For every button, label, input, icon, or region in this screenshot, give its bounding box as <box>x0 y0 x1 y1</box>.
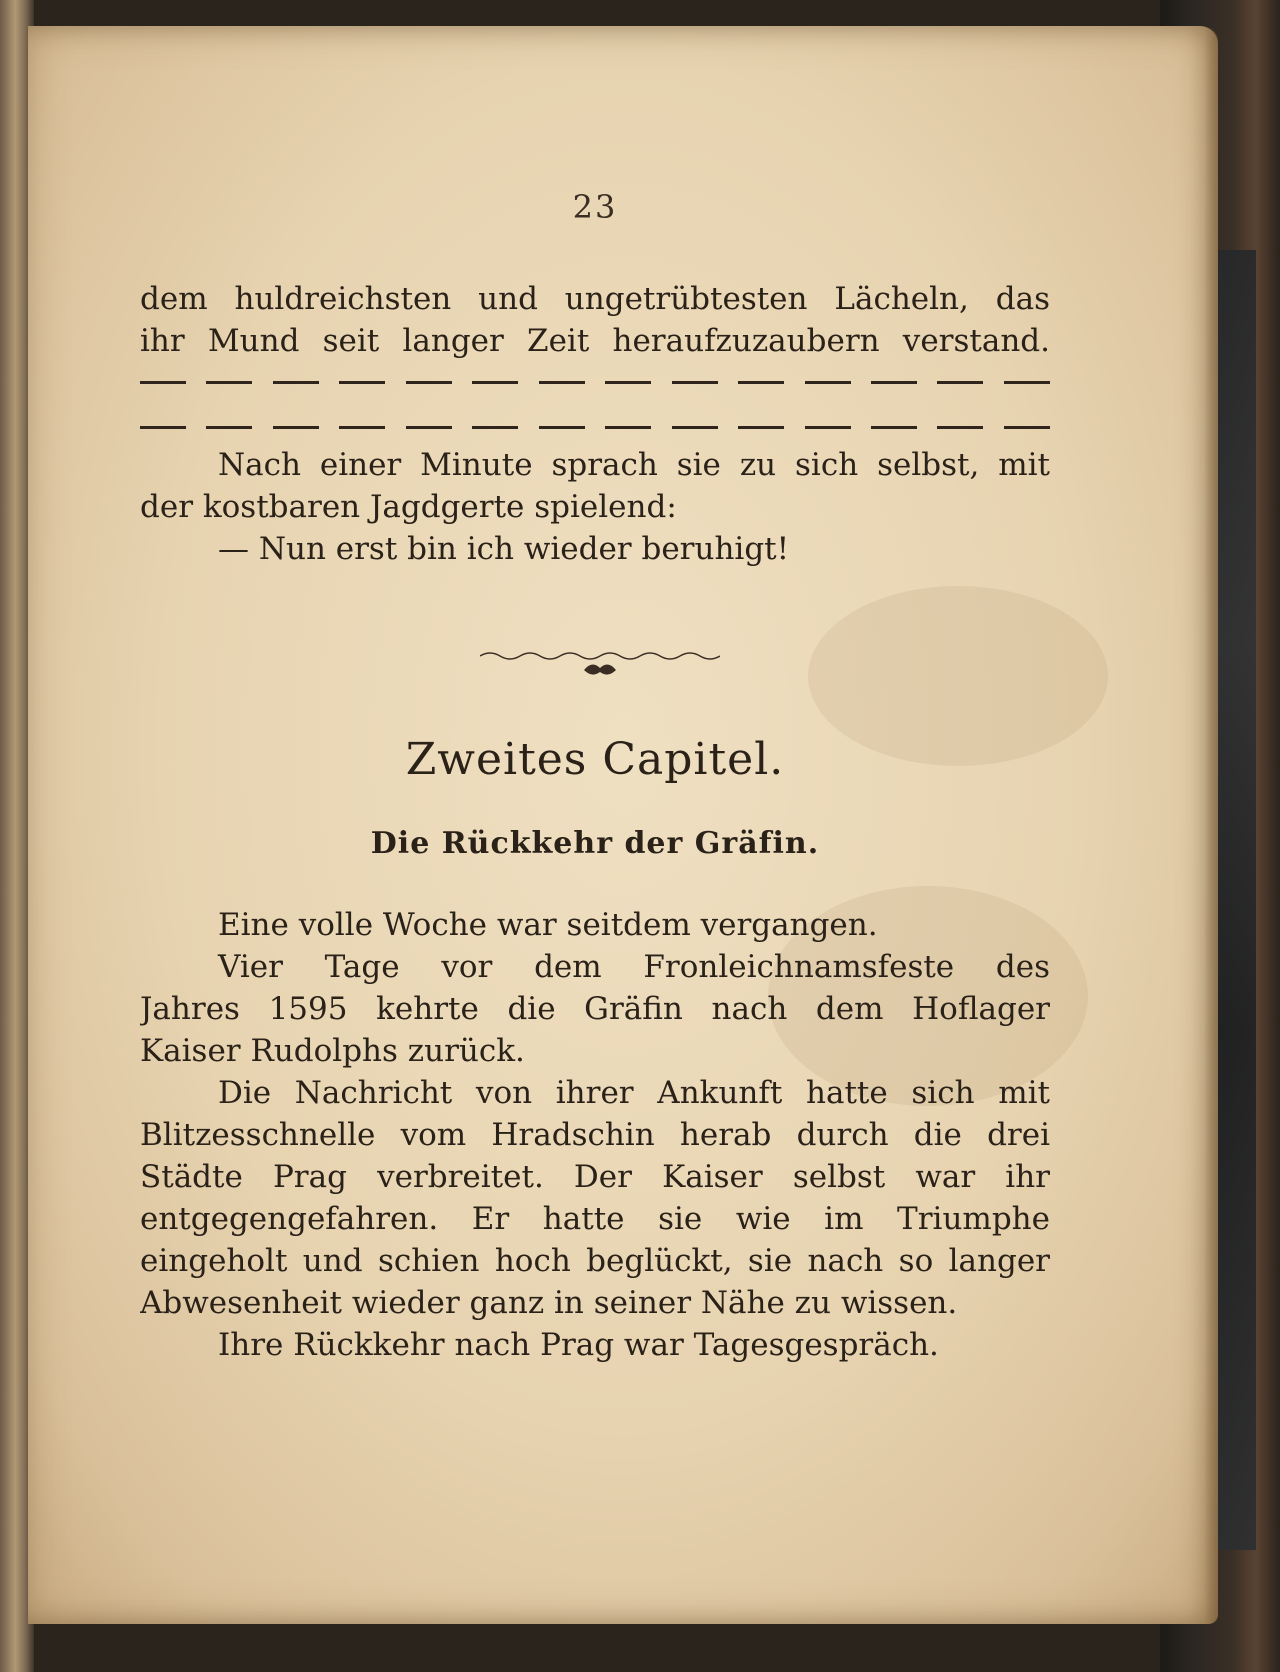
text-line: entgegengefahren. Er hatte sie wie im Triumphe <box>140 1201 1050 1237</box>
text-line: Nach einer Minute sprach sie zu sich selbst, mit <box>218 447 1050 483</box>
text-line: Kaiser Rudolphs zurück. <box>140 1033 525 1069</box>
text-line: der kostbaren Jagdgerte spielend: <box>140 489 677 525</box>
dash-separator-2 <box>140 426 1050 430</box>
text-line: Ihre Rückkehr nach Prag war Tagesgespräch. <box>218 1327 939 1363</box>
fleuron-ornament-icon <box>480 644 720 684</box>
text-line: Vier Tage vor dem Fronleichnamsfeste des <box>218 949 1050 985</box>
page-number: 23 <box>572 188 618 226</box>
text-line: Städte Prag verbreitet. Der Kaiser selbst war ihr <box>140 1159 1050 1195</box>
chapter-subtitle: Die Rückkehr der Gräfin. <box>370 826 820 861</box>
text-line: Jahres 1595 kehrte die Gräfin nach dem Hoflager <box>140 991 1050 1027</box>
book-page <box>28 26 1218 1624</box>
text-line: Blitzesschnelle vom Hradschin herab durch die drei <box>140 1117 1050 1153</box>
chapter-title: Zweites Capitel. <box>405 734 785 785</box>
text-line: Eine volle Woche war seitdem vergangen. <box>218 907 878 943</box>
text-line: ihr Mund seit langer Zeit heraufzuzaubern verstand. <box>140 323 1050 359</box>
text-line: Abwesenheit wieder ganz in seiner Nähe zu wissen. <box>140 1285 958 1321</box>
opening-paragraph <box>140 278 1050 362</box>
page-shadow-edge <box>1204 26 1218 1624</box>
dash-separator-1 <box>140 381 1050 385</box>
text-line: dem huldreichsten und ungetrübtesten Lächeln, das <box>140 281 1050 317</box>
text-line: Die Nachricht von ihrer Ankunft hatte sich mit <box>218 1075 1050 1111</box>
text-line: eingeholt und schien hoch beglückt, sie nach so langer <box>140 1243 1050 1279</box>
chapter-body <box>140 904 1050 1366</box>
minute-paragraph <box>140 444 1050 570</box>
quote-line: — Nun erst bin ich wieder beruhigt! <box>218 531 790 567</box>
